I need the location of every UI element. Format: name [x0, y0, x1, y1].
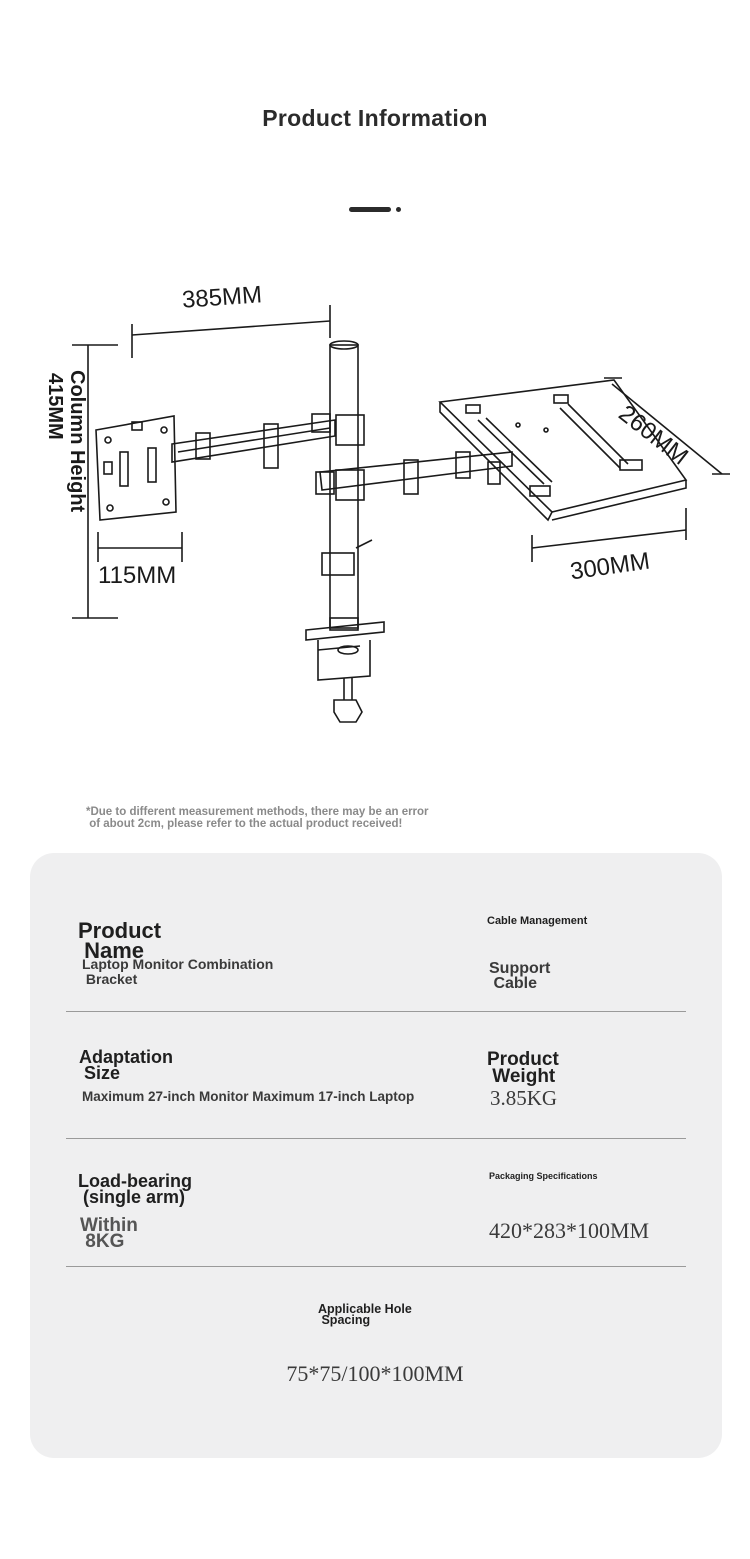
adaptation-size-label: Adaptation Size	[79, 1047, 173, 1084]
note-line-1: *Due to different measurement methods, there may be an error	[86, 806, 429, 818]
product-name-label: Product Name	[78, 918, 162, 963]
load-bearing-label: Load-bearing (single arm)	[78, 1171, 193, 1208]
product-name-value: Laptop Monitor Combination Bracket	[82, 956, 274, 987]
column-height-label: Column Height	[66, 370, 88, 513]
packaging-label: Packaging Specifications	[489, 1171, 598, 1181]
dimension-tray-width: 300MM	[568, 547, 652, 586]
adaptation-size-value: Maximum 27-inch Monitor Maximum 17-inch Laptop	[82, 1089, 415, 1104]
measurement-note	[86, 806, 429, 830]
hole-spacing-value: 75*75/100*100MM	[286, 1361, 464, 1386]
product-weight-label: Product Weight	[487, 1049, 559, 1088]
title-underline	[349, 207, 391, 212]
load-bearing-value: Within 8KG	[80, 1215, 138, 1252]
cable-management-label: Cable Management	[487, 915, 588, 927]
row-divider	[66, 1266, 686, 1267]
cable-management-value: Support Cable	[489, 960, 551, 992]
row-divider	[66, 1011, 686, 1012]
packaging-value: 420*283*100MM	[489, 1218, 650, 1243]
dimension-column-height	[40, 370, 86, 545]
column-height-value: 415MM	[44, 373, 66, 440]
dimension-arm-length: 385MM	[181, 281, 263, 314]
product-drawing	[0, 270, 750, 740]
row-divider	[66, 1138, 686, 1139]
product-weight-value: 3.85KG	[490, 1086, 558, 1110]
note-line-2: of about 2cm, please refer to the actual product received!	[86, 818, 403, 830]
page-title: Product Information	[262, 105, 488, 131]
dimension-vesa-plate: 115MM	[98, 562, 177, 589]
title-dot	[396, 207, 401, 212]
hole-spacing-label: Applicable Hole Spacing	[318, 1302, 412, 1327]
dimension-tray-depth: 260MM	[613, 400, 694, 471]
